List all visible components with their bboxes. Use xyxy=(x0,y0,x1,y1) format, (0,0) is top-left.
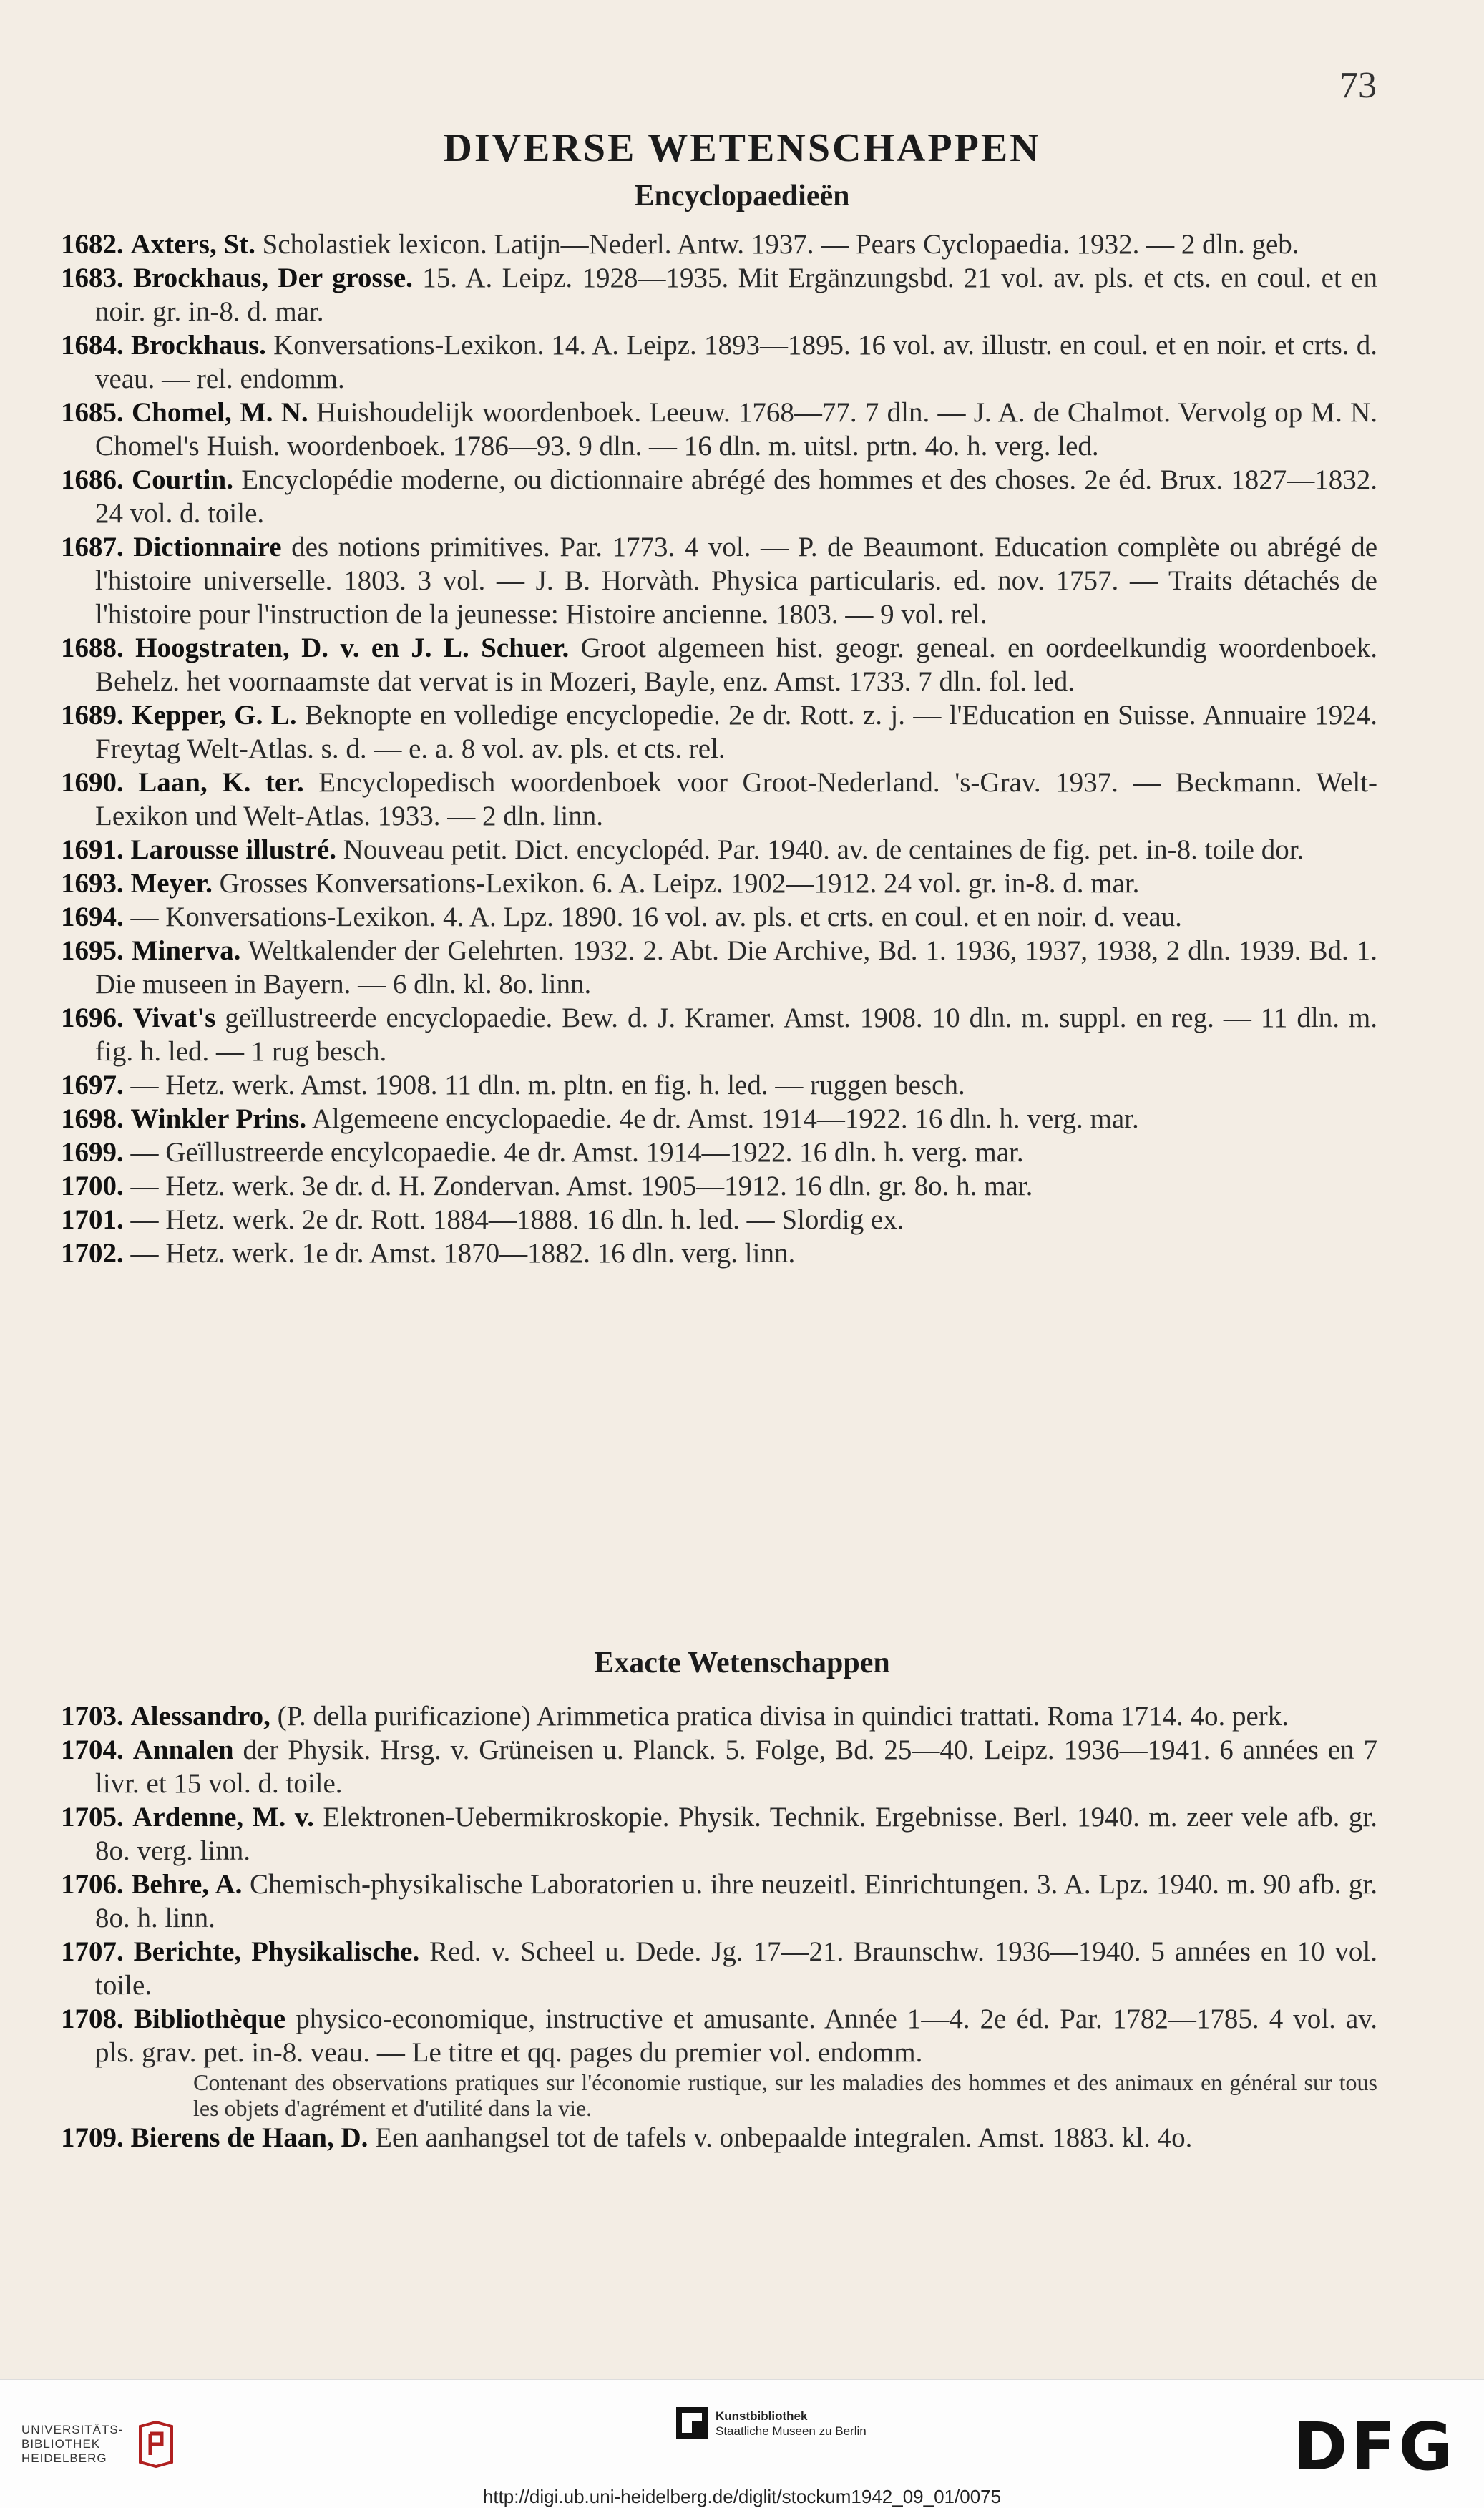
university-library-logo-icon xyxy=(135,2419,177,2473)
catalogue-entry xyxy=(61,2002,1377,2069)
catalogue-entry xyxy=(61,1169,1377,1203)
entry-name: Bibliothèque xyxy=(133,2004,286,2034)
page-number: 73 xyxy=(1339,65,1377,106)
entry-text: Encyclopédie moderne, ou dictionnaire abrégé des hommes et des choses. 2e éd. Brux. 1827—1832. 24 vol. d. toile. xyxy=(95,464,1378,529)
catalogue-entry xyxy=(61,1203,1377,1236)
entry-name: Annalen xyxy=(132,1734,234,1765)
catalogue-entry xyxy=(61,1868,1377,1935)
entry-number: 1701. xyxy=(61,1204,124,1235)
entry-text: Nouveau petit. Dict. encyclopéd. Par. 1940. av. de centaines de fig. pet. in-8. toile dor. xyxy=(336,834,1304,865)
entry-text: Grosses Konversations-Lexikon. 6. A. Leipz. 1902—1912. 24 vol. gr. in-8. d. mar. xyxy=(212,868,1140,899)
kunstbibliothek-name xyxy=(716,2409,867,2439)
entry-number: 1709. xyxy=(61,2122,124,2153)
entry-text: (P. della purificazione) Arimmetica pratica divisa in quindici trattati. Roma 1714. 4o. perk. xyxy=(270,1701,1289,1732)
catalogue-entry xyxy=(61,1068,1377,1102)
entry-text: des notions primitives. Par. 1773. 4 vol. — P. de Beaumont. Education complète ou abrégé de l'histoire universelle. 1803. 3 vol. — J. B. Horvàth. Physica particularis. ed. nov. 1757. — Traits détachés de l'histoire pour l'instruction de la jeunesse: Histoire ancienne. 1803. — 9 vol. rel. xyxy=(95,532,1378,630)
entry-text: Konversations-Lexikon. 14. A. Leipz. 1893—1895. 16 vol. av. illustr. en coul. et en noir. et crts. d. veau. — rel. endomm. xyxy=(95,330,1377,394)
entry-text: Encyclopedisch woordenboek voor Groot-Nederland. 's-Grav. 1937. — Beckmann. Welt-Lexikon und Welt-Atlas. 1933. — 2 dln. linn. xyxy=(95,767,1377,831)
entry-number: 1702. xyxy=(61,1238,124,1269)
entry-text: — Hetz. werk. Amst. 1908. 11 dln. m. pltn. en fig. h. led. — ruggen besch. xyxy=(130,1070,965,1101)
entry-number: 1698. xyxy=(61,1103,124,1134)
university-library-name: UNIVERSITÄTS-BIBLIOTHEK HEIDELBERG xyxy=(21,2423,124,2465)
entry-number: 1684. xyxy=(61,330,124,361)
catalogue-entry xyxy=(61,1136,1377,1169)
catalogue-entry xyxy=(61,631,1377,698)
entry-text: Groot algemeen hist. geogr. geneal. en oordeelkundig woordenboek. Behelz. het voornaamste dat vervat is in Mozeri, Bayle, enz. Amst. 1733. 7 dln. fol. led. xyxy=(95,633,1377,697)
entry-name: Ardenne, M. v. xyxy=(132,1802,314,1833)
entry-note: Contenant des observations pratiques sur l'économie rustique, sur les maladies des hommes et des animaux en général sur tous les objets d'agrément et d'utilité dans la vie. xyxy=(193,2069,1377,2121)
entry-number: 1700. xyxy=(61,1171,124,1201)
entry-number: 1693. xyxy=(61,868,124,899)
catalogue-entry xyxy=(61,1102,1377,1136)
entry-number: 1694. xyxy=(61,902,124,932)
digitization-footer xyxy=(0,2379,1484,2508)
entry-name: Hoogstraten, D. v. en J. L. Schuer. xyxy=(135,633,570,663)
dfg-logo: DFG xyxy=(1293,2409,1455,2485)
entry-number: 1689. xyxy=(61,700,124,731)
entry-text: Een aanhangsel tot de tafels v. onbepaalde integralen. Amst. 1883. kl. 4o. xyxy=(368,2122,1193,2153)
entry-number: 1704. xyxy=(61,1734,124,1765)
entry-text: Huishoudelijk woordenboek. Leeuw. 1768—77. 7 dln. — J. A. de Chalmot. Vervolg op M. N. Chomel's Huish. woordenboek. 1786—93. 9 dln. — 16 dln. m. uitsl. prtn. 4o. h. verg. led. xyxy=(95,397,1378,462)
entry-text: Beknopte en volledige encyclopedie. 2e dr. Rott. z. j. — l'Education en Suisse. Annuaire 1924. Freytag Welt-Atlas. s. d. — e. a. 8 vol. av. pls. et cts. rel. xyxy=(95,700,1378,764)
entry-text: Red. v. Scheel u. Dede. Jg. 17—21. Braunschw. 1936—1940. 5 années en 10 vol. toile. xyxy=(95,1936,1378,2001)
entry-text: Weltkalender der Gelehrten. 1932. 2. Abt. Die Archive, Bd. 1. 1936, 1937, 1938, 2 dln. 1939. Bd. 1. Die museen in Bayern. — 6 dln. kl. 8o. linn. xyxy=(95,935,1377,1000)
entry-text: — Konversations-Lexikon. 4. A. Lpz. 1890. 16 vol. av. pls. et crts. en coul. et en noir. d. veau. xyxy=(130,902,1182,932)
entry-name: Behre, A. xyxy=(131,1869,243,1900)
entry-number: 1691. xyxy=(61,834,124,865)
entry-number: 1697. xyxy=(61,1070,124,1101)
entry-number: 1705. xyxy=(61,1802,124,1833)
kunstbibliothek-title: Kunstbibliothek xyxy=(716,2409,808,2423)
entry-number: 1685. xyxy=(61,397,124,428)
entry-name: Laan, K. ter. xyxy=(138,767,304,798)
entry-list-exacte-wetenschappen xyxy=(61,1699,1377,2155)
section-heading-encyclopaedieen: Encyclopaedieën xyxy=(634,180,850,213)
catalogue-entry xyxy=(61,1733,1377,1800)
catalogue-entry xyxy=(61,328,1377,396)
entry-number: 1687. xyxy=(61,532,124,562)
entry-name: Minerva. xyxy=(131,935,241,966)
section-heading-exacte-wetenschappen: Exacte Wetenschappen xyxy=(594,1646,890,1679)
entry-text: physico-economique, instructive et amusante. Année 1—4. 2e éd. Par. 1782—1785. 4 vol. av. pls. grav. pet. in-8. veau. — Le titre et qq. pages du premier vol. endomm. xyxy=(95,2004,1377,2068)
catalogue-entry xyxy=(61,463,1377,530)
entry-text: 15. A. Leipz. 1928—1935. Mit Ergänzungsbd. 21 vol. av. pls. et cts. en coul. et en noir. gr. in-8. d. mar. xyxy=(95,263,1378,327)
kunstbibliothek-subtitle: Staatliche Museen zu Berlin xyxy=(716,2424,867,2438)
entry-name: Chomel, M. N. xyxy=(131,397,308,428)
entry-name: Courtin. xyxy=(132,464,233,495)
source-url-link[interactable]: http://digi.ub.uni-heidelberg.de/diglit/stockum1942_09_01/0075 xyxy=(482,2486,1002,2507)
entry-name: Brockhaus, Der grosse. xyxy=(133,263,413,293)
entry-text: Elektronen-Uebermikroskopie. Physik. Technik. Ergebnisse. Berl. 1940. m. zeer vele afb. gr. 8o. verg. linn. xyxy=(95,1802,1378,1866)
catalogue-entry xyxy=(61,396,1377,463)
catalogue-entry xyxy=(61,530,1377,631)
entry-name: Larousse illustré. xyxy=(130,834,336,865)
entry-text: Scholastiek lexicon. Latijn—Nederl. Antw. 1937. — Pears Cyclopaedia. 1932. — 2 dln. geb. xyxy=(255,229,1299,260)
page-title: DIVERSE WETENSCHAPPEN xyxy=(443,126,1041,170)
entry-text: Algemeene encyclopaedie. 4e dr. Amst. 1914—1922. 16 dln. h. verg. mar. xyxy=(306,1103,1139,1134)
entry-name: Bierens de Haan, D. xyxy=(130,2122,368,2153)
entry-name: Axters, St. xyxy=(130,229,255,260)
entry-number: 1706. xyxy=(61,1869,124,1900)
catalogue-entry xyxy=(61,1935,1377,2002)
catalogue-entry xyxy=(61,1001,1377,1068)
catalogue-entry xyxy=(61,1236,1377,1270)
catalogue-entry xyxy=(61,900,1377,934)
catalogue-entry xyxy=(61,261,1377,328)
entry-number: 1682. xyxy=(61,229,124,260)
kunstbibliothek-logo-icon xyxy=(676,2407,708,2439)
entry-number: 1696. xyxy=(61,1002,124,1033)
catalogue-entry xyxy=(61,228,1377,261)
entry-text: Chemisch-physikalische Laboratorien u. ihre neuzeitl. Einrichtungen. 3. A. Lpz. 1940. m. 90 afb. gr. 8o. h. linn. xyxy=(95,1869,1378,1933)
entry-text: geïllustreerde encyclopaedie. Bew. d. J. Kramer. Amst. 1908. 10 dln. m. suppl. en reg. — 11 dln. m. fig. h. led. — 1 rug besch. xyxy=(95,1002,1378,1067)
entry-number: 1695. xyxy=(61,935,124,966)
entry-name: Meyer. xyxy=(130,868,213,899)
catalogue-entry xyxy=(61,1699,1377,1733)
catalogue-entry xyxy=(61,833,1377,867)
entry-number: 1686. xyxy=(61,464,124,495)
catalogue-entry xyxy=(61,934,1377,1001)
entry-text: — Hetz. werk. 3e dr. d. H. Zondervan. Amst. 1905—1912. 16 dln. gr. 8o. h. mar. xyxy=(130,1171,1033,1201)
entry-text: — Hetz. werk. 2e dr. Rott. 1884—1888. 16 dln. h. led. — Slordig ex. xyxy=(130,1204,904,1235)
entry-number: 1688. xyxy=(61,633,124,663)
entry-text: — Hetz. werk. 1e dr. Amst. 1870—1882. 16 dln. verg. linn. xyxy=(130,1238,796,1269)
entry-name: Vivat's xyxy=(132,1002,216,1033)
entry-list-encyclopaedieen xyxy=(61,228,1377,1270)
entry-name: Winkler Prins. xyxy=(130,1103,307,1134)
entry-name: Dictionnaire xyxy=(133,532,282,562)
entry-number: 1683. xyxy=(61,263,124,293)
entry-number: 1690. xyxy=(61,767,124,798)
entry-name: Berichte, Physikalische. xyxy=(133,1936,420,1967)
entry-name: Kepper, G. L. xyxy=(132,700,297,731)
entry-number: 1708. xyxy=(61,2004,124,2034)
catalogue-entry xyxy=(61,766,1377,833)
entry-text: — Geïllustreerde encylcopaedie. 4e dr. Amst. 1914—1922. 16 dln. h. verg. mar. xyxy=(130,1137,1024,1168)
entry-name: Brockhaus. xyxy=(130,330,266,361)
entry-number: 1699. xyxy=(61,1137,124,1168)
entry-number: 1703. xyxy=(61,1701,124,1732)
entry-text: der Physik. Hrsg. v. Grüneisen u. Planck. 5. Folge, Bd. 25—40. Leipz. 1936—1941. 6 années en 7 livr. et 15 vol. d. toile. xyxy=(95,1734,1377,1799)
catalogue-entry xyxy=(61,1800,1377,1868)
catalogue-entry xyxy=(61,2121,1377,2155)
entry-number: 1707. xyxy=(61,1936,124,1967)
catalogue-entry xyxy=(61,867,1377,900)
entry-name: Alessandro, xyxy=(130,1701,270,1732)
catalogue-entry xyxy=(61,698,1377,766)
